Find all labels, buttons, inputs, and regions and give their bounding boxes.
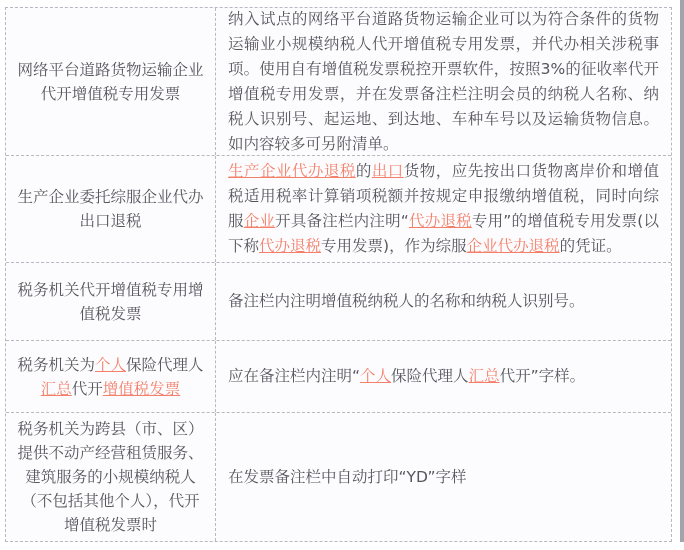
table-row xyxy=(6,156,671,263)
highlight-link[interactable]: 企业 xyxy=(243,212,276,230)
text-segment: 货物，应先按出口货物离岸价和增值税适用税率计算销项税额并按规定申报缴纳增值税，同时向综服 xyxy=(228,162,659,230)
highlight-link[interactable]: 出口 xyxy=(371,162,404,180)
highlight-link[interactable]: 代办退税 xyxy=(259,237,322,255)
row-desc-cell xyxy=(216,263,671,340)
text-segment: 应在备注栏内注明“ xyxy=(228,367,361,385)
text-segment: 的 xyxy=(355,162,372,180)
row-desc-cell xyxy=(216,341,671,412)
text-segment: 税务机关代开增值税专用增值税发票 xyxy=(17,280,204,323)
row-desc-cell xyxy=(216,8,671,155)
text-segment: 生产企业委托综服企业代办出口退税 xyxy=(17,188,204,230)
text-segment: 代开 xyxy=(71,379,103,398)
table-row xyxy=(6,341,671,413)
table-row xyxy=(6,413,671,541)
table-row xyxy=(6,8,671,156)
highlight-link[interactable]: 代办退税 xyxy=(408,212,472,230)
highlight-link[interactable]: 企业代办退税 xyxy=(466,237,560,255)
highlight-link[interactable]: 个人 xyxy=(94,355,126,374)
highlight-link[interactable]: 增值税发票 xyxy=(102,379,181,398)
row-title-cell xyxy=(6,263,216,340)
table-row xyxy=(6,263,671,341)
text-segment: 税务机关为 xyxy=(17,355,95,374)
remark-table xyxy=(5,7,672,542)
text-segment: 备注栏内注明增值税纳税人的名称和纳税人识别号。 xyxy=(228,292,585,310)
row-title-cell xyxy=(6,156,216,262)
text-segment: 税务机关为跨县（市、区）提供不动产经营租赁服务、建筑服务的小规模纳税人（不包括其他个人），代开增值税发票时 xyxy=(17,420,204,534)
text-segment: 网络平台道路货物运输企业代开增值税专用发票 xyxy=(17,60,204,103)
row-title-cell xyxy=(6,341,216,412)
row-title-cell xyxy=(6,8,216,155)
text-segment: 在发票备注栏中自动打印“YD”字样 xyxy=(228,467,467,486)
highlight-link[interactable]: 个人 xyxy=(360,367,392,385)
row-title-cell xyxy=(6,413,216,541)
text-segment: 代开”字样。 xyxy=(499,367,586,385)
text-segment: 的凭证。 xyxy=(559,237,622,255)
text-segment: 开具备注栏内注明“ xyxy=(275,212,409,230)
text-segment: 保险代理人 xyxy=(126,355,204,374)
text-segment: 保险代理人 xyxy=(391,367,469,385)
highlight-link[interactable]: 汇总 xyxy=(468,367,500,385)
highlight-link[interactable]: 生产企业代办退税 xyxy=(228,162,356,180)
text-segment: 纳入试点的网络平台道路货物运输企业可以为符合条件的货物运输业小规模纳税人代开增值税专用发票，并代办相关涉税事项。使用自有增值税发票税控开票软件，按照3%的征收率代开增值税专用发票，并在发票备注栏注明会员的纳税人名称、纳税人识别号、起运地、到达地、车种车号以及运输货物信息。如内容较多可另附清单。 xyxy=(228,9,659,153)
text-segment: 专用”的增值税专用发票(以下称 xyxy=(228,212,659,255)
text-segment: 专用发票)，作为综服 xyxy=(321,237,467,255)
highlight-link[interactable]: 汇总 xyxy=(40,379,72,398)
row-desc-cell xyxy=(216,413,671,541)
row-desc-cell xyxy=(216,156,671,262)
vertical-scrollbar[interactable] xyxy=(680,0,684,542)
